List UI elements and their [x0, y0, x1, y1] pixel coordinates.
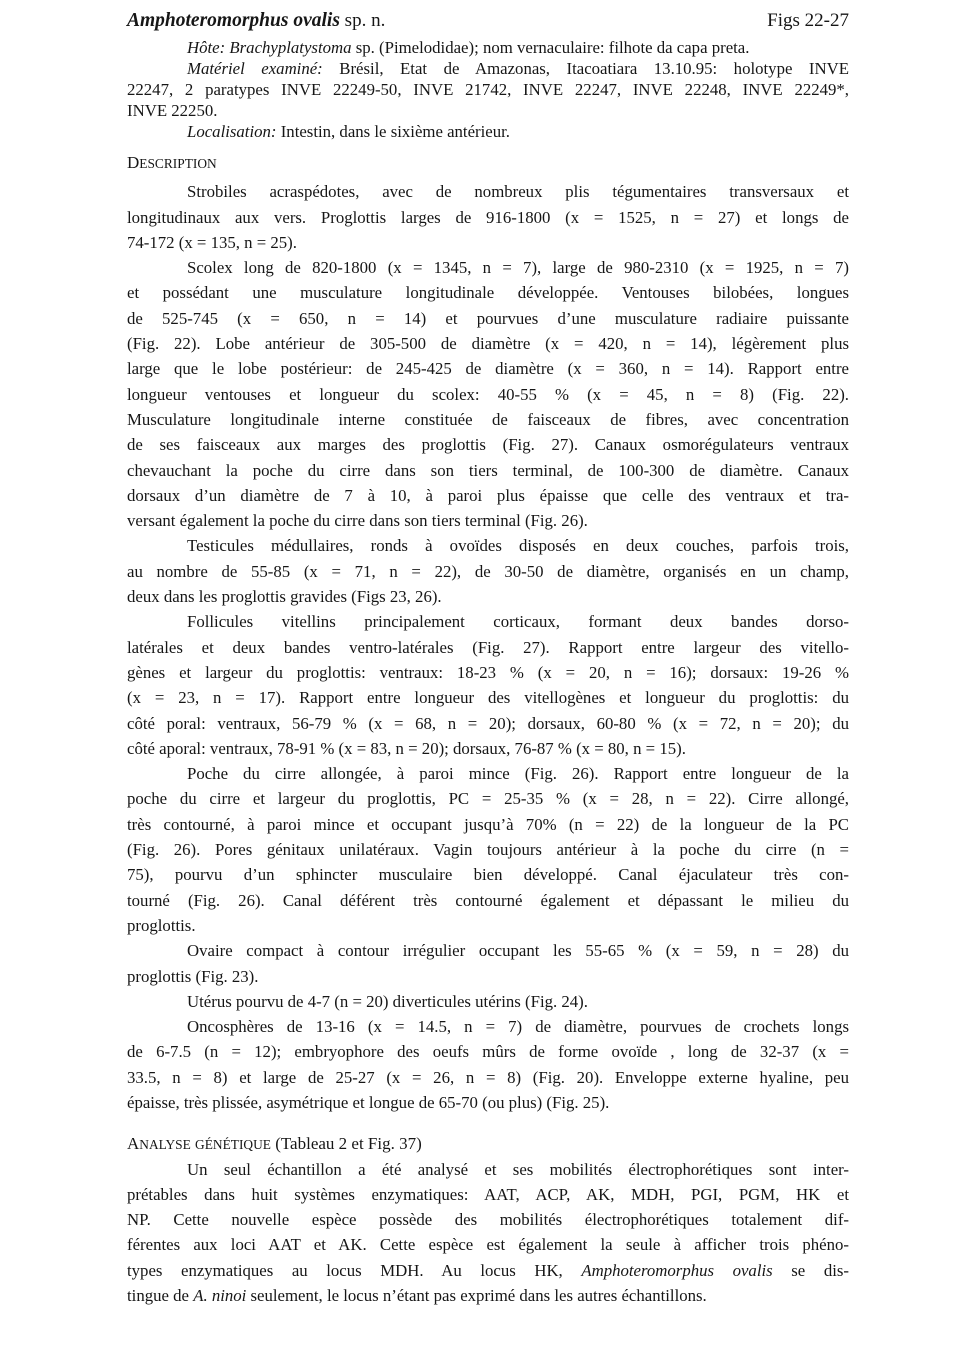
text-line: Poche du cirre allongée, à paroi mince (Fig. 26). Rapport entre longueur de la: [187, 764, 849, 784]
genetic-analysis-heading: [127, 1131, 849, 1156]
heading-rest: (Tableau 2 et Fig. 37): [270, 1134, 422, 1154]
testes-paragraph: [127, 533, 849, 609]
material-examined-paragraph: [127, 58, 849, 121]
text-line: gènes et largeur du proglottis: ventraux: 18-23 % (x = 20, n = 16); dorsaux: 19-26 %: [127, 662, 849, 682]
text-line: NP. Cette nouvelle espèce possède des mobilités électrophorétiques totalement dif-: [127, 1210, 849, 1230]
text-line: proglottis (Fig. 23).: [127, 966, 259, 986]
text-line: Localisation: Intestin, dans le sixième antérieur.: [187, 122, 510, 141]
cirrus-pouch-paragraph: [127, 761, 849, 938]
text-line: Strobiles acraspédotes, avec de nombreux plis tégumentaires transversaux et: [187, 182, 849, 202]
text-line: épaisse, très plissée, asymétrique et longue de 65-70 (ou plus) (Fig. 25).: [127, 1092, 610, 1112]
text-line: de 6-7.5 (n = 12); embryophore des oeufs mûrs de forme ovoïde , long de 32-37 (x =: [127, 1042, 849, 1062]
text-line: 74-172 (x = 135, n = 25).: [127, 232, 297, 252]
text-line: Oncosphères de 13-16 (x = 14.5, n = 7) de diamètre, pourvues de crochets longs: [187, 1017, 849, 1037]
heading-smallcaps: ANALYSE GÉNÉTIQUE: [127, 1134, 271, 1154]
text-line: côté aporal: ventraux, 78-91 % (x = 83, n = 20); dorsaux, 76-87 % (x = 80, n = 15).: [127, 738, 686, 758]
text-line: INVE 22250.: [127, 101, 218, 120]
text-line: poche du cirre et largeur du proglottis, PC = 25-35 % (x = 28, n = 22). Cirre allongé,: [127, 789, 849, 809]
text-line: férentes aux loci AAT et AK. Cette espèce est également la seule à afficher trois phéno-: [127, 1235, 849, 1255]
vitellaria-paragraph: [127, 609, 849, 761]
scolex-paragraph: [127, 255, 849, 533]
text-line: Follicules vitellins principalement corticaux, formant deux bandes dorso-: [187, 612, 849, 632]
text-line: au nombre de 55-85 (x = 71, n = 22), de 30-50 de diamètre, organisés en un champ,: [127, 561, 849, 581]
species-suffix: sp. n.: [339, 10, 386, 31]
text-line: longitudinaux aux vers. Proglottis larges de 916-1800 (x = 1525, n = 27) et longs de: [127, 207, 849, 227]
description-heading: [127, 150, 849, 175]
text-line: (x = 23, n = 17). Rapport entre longueur des vitellogènes et longueur du proglottis: du: [127, 688, 849, 708]
text-line: types enzymatiques au locus MDH. Au locus HK, Amphoteromorphus ovalis se dis-: [127, 1260, 849, 1280]
text-line: proglottis.: [127, 915, 196, 935]
text-line: prétables dans huit systèmes enzymatiques: AAT, ACP, AK, MDH, PGI, PGM, HK et: [127, 1184, 849, 1204]
text-line: Hôte: Brachyplatystoma sp. (Pimelodidae); nom vernaculaire: filhote da capa preta.: [187, 38, 750, 57]
text-line: de ses faisceaux aux marges des proglottis (Fig. 27). Canaux osmorégulateurs ventraux: [127, 435, 849, 455]
text-line: chevauchant la poche du cirre dans son tiers terminal, de 100-300 de diamètre. Canaux: [127, 460, 849, 480]
text-line: (Fig. 22). Lobe antérieur de 305-500 de diamètre (x = 420, n = 14), légèrement plus: [127, 334, 849, 354]
text-line: de 525-745 (x = 650, n = 14) et pourvues d’une musculature radiaire puissante: [127, 308, 849, 328]
section-title-row: [127, 8, 849, 33]
species-name: Amphoteromorphus ovalis: [127, 10, 340, 31]
text-line: Matériel examiné: Brésil, Etat de Amazonas, Itacoatiara 13.10.95: holotype INVE: [187, 59, 849, 78]
figures-reference: Figs 22-27: [767, 10, 849, 31]
oncospheres-paragraph: [127, 1014, 849, 1115]
text-line: (Fig. 26). Pores génitaux unilatéraux. Vagin toujours antérieur à la poche du cirre (n =: [127, 840, 849, 860]
text-line: Utérus pourvu de 4-7 (n = 20) diverticules utérins (Fig. 24).: [187, 991, 588, 1011]
text-line: et possédant une musculature longitudinale développée. Ventouses bilobées, longues: [127, 283, 849, 303]
text-line: Ovaire compact à contour irrégulier occupant les 55-65 % (x = 59, n = 28) du: [187, 941, 849, 961]
text-line: Testicules médullaires, ronds à ovoïdes disposés en deux couches, parfois trois,: [187, 536, 849, 556]
genetic-analysis-paragraph: [127, 1157, 849, 1309]
text-line: très contourné, à paroi mince et occupant jusqu’à 70% (n = 22) de la longueur de la PC: [127, 814, 849, 834]
text-line: 75), pourvu d’un sphincter musculaire bien développé. Canal éjaculateur très con-: [127, 865, 849, 885]
text-line: dorsaux d’un diamètre de 7 à 10, à paroi plus épaisse que celle des ventraux et tra-: [127, 485, 849, 505]
text-line: 22247, 2 paratypes INVE 22249-50, INVE 21742, INVE 22247, INVE 22248, INVE 22249*,: [127, 80, 849, 99]
strobila-paragraph: [127, 179, 849, 255]
text-line: tingue de A. ninoi seulement, le locus n’étant pas exprimé dans les autres échantillons.: [127, 1286, 707, 1306]
text-line: Un seul échantillon a été analysé et ses mobilités électrophorétiques sont inter-: [187, 1159, 849, 1179]
text-line: latérales et deux bandes ventro-latérales (Fig. 27). Rapport entre largeur des vitello-: [127, 637, 849, 657]
host-paragraph: [127, 37, 849, 58]
document-content: [127, 37, 849, 1308]
text-line: large que le lobe postérieur: de 245-425 de diamètre (x = 360, n = 14). Rapport entre: [127, 359, 849, 379]
text-line: Musculature longitudinale interne constituée de faisceaux de fibres, avec concentration: [127, 409, 849, 429]
text-line: 33.5, n = 8) et large de 25-27 (x = 26, n = 8) (Fig. 20). Enveloppe externe hyaline, peu: [127, 1067, 849, 1087]
text-line: versant également la poche du cirre dans son tiers terminal (Fig. 26).: [127, 511, 588, 531]
text-block: [127, 8, 849, 1308]
uterus-paragraph: [127, 989, 849, 1014]
text-line: deux dans les proglottis gravides (Figs 23, 26).: [127, 587, 442, 607]
text-line: longueur ventouses et longueur du scolex: 40-55 % (x = 45, n = 8) (Fig. 22).: [127, 384, 849, 404]
text-line: côté poral: ventraux, 56-79 % (x = 68, n = 20); dorsaux, 60-80 % (x = 72, n = 20); du: [127, 713, 849, 733]
ovary-paragraph: [127, 938, 849, 989]
text-line: tourné (Fig. 26). Canal déférent très contourné également et dépassant le milieu du: [127, 890, 849, 910]
text-line: Scolex long de 820-1800 (x = 1345, n = 7), large de 980-2310 (x = 1925, n = 7): [187, 258, 849, 278]
heading-smallcaps: DESCRIPTION: [127, 153, 217, 172]
localisation-paragraph: [127, 121, 849, 142]
